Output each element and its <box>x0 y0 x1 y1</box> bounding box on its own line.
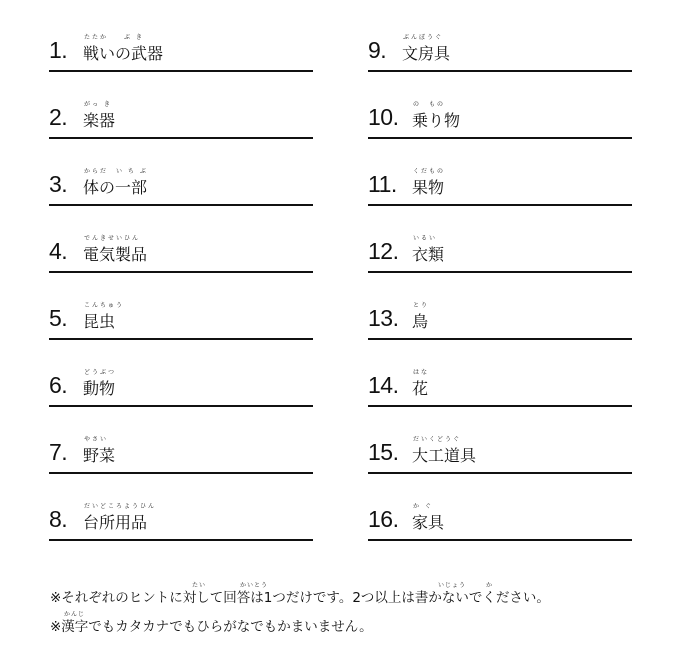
category-label: 戦いの武器 <box>83 44 164 63</box>
answer-line[interactable] <box>368 204 632 206</box>
category-label: 衣類 <box>412 245 445 264</box>
answer-line[interactable] <box>49 539 313 541</box>
answer-item <box>49 347 313 407</box>
item-furigana: どうぶつ <box>84 369 117 376</box>
item-number: 3. <box>49 171 68 197</box>
answer-line[interactable] <box>368 405 632 407</box>
answer-line[interactable] <box>49 70 313 72</box>
item-furigana: か ぐ <box>413 503 433 510</box>
note-furigana: か <box>486 582 494 589</box>
note-furigana: たい <box>192 582 207 589</box>
item-number: 8. <box>49 506 68 532</box>
answer-line[interactable] <box>49 137 313 139</box>
item-number: 1. <box>49 37 68 63</box>
item-number: 16. <box>368 506 399 532</box>
answer-item <box>49 12 313 72</box>
category-label: 文房具 <box>402 44 451 63</box>
answer-item <box>49 146 313 206</box>
category-label: 昆虫 <box>83 312 116 331</box>
category-label: 果物 <box>412 178 445 197</box>
answer-line[interactable] <box>49 338 313 340</box>
item-number: 15. <box>368 439 399 465</box>
answer-line[interactable] <box>368 539 632 541</box>
item-furigana: たたか ぶ き <box>84 34 144 41</box>
note-text: ※それぞれのヒントに対して回答は1つだけです。2つ以上は書かないでください。 <box>50 590 550 606</box>
item-number: 6. <box>49 372 68 398</box>
category-label: 動物 <box>83 379 116 398</box>
answer-line[interactable] <box>49 204 313 206</box>
answer-item <box>49 481 313 541</box>
category-label: 大工道具 <box>412 446 477 465</box>
item-furigana: はな <box>413 369 430 376</box>
instruction-note-1 <box>50 582 670 621</box>
answer-item <box>49 280 313 340</box>
item-number: 10. <box>368 104 399 130</box>
answer-item <box>49 213 313 273</box>
answer-line[interactable] <box>368 338 632 340</box>
category-label: 乗り物 <box>412 111 461 130</box>
category-label: 野菜 <box>83 446 116 465</box>
item-furigana: ぶんぼうぐ <box>403 34 444 41</box>
answer-line[interactable] <box>368 271 632 273</box>
item-furigana: からだ い ち ぶ <box>84 168 148 175</box>
answer-item <box>368 481 632 541</box>
item-furigana: とり <box>413 302 430 309</box>
item-number: 2. <box>49 104 68 130</box>
category-label: 体の一部 <box>83 178 148 197</box>
category-label: 楽器 <box>83 111 116 130</box>
answer-item <box>368 347 632 407</box>
instructions <box>50 582 670 650</box>
answer-line[interactable] <box>368 472 632 474</box>
item-furigana: だいどころようひん <box>84 503 157 510</box>
item-number: 7. <box>49 439 68 465</box>
item-furigana: だいくどうぐ <box>413 436 462 443</box>
item-furigana: がっ き <box>84 101 112 108</box>
item-number: 11. <box>368 171 397 197</box>
answer-item <box>49 79 313 139</box>
note-furigana: いじょう <box>438 582 467 589</box>
answer-line[interactable] <box>49 472 313 474</box>
answer-line[interactable] <box>368 70 632 72</box>
answer-item <box>368 414 632 474</box>
note-text: ※漢字でもカタカナでもひらがなでもかまいません。 <box>50 619 373 635</box>
item-number: 14. <box>368 372 399 398</box>
instruction-note-2 <box>50 611 670 650</box>
item-furigana: いるい <box>413 235 438 242</box>
item-number: 13. <box>368 305 399 331</box>
note-furigana: かんじ <box>64 611 86 618</box>
item-furigana: くだもの <box>413 168 446 175</box>
answer-line[interactable] <box>49 271 313 273</box>
answer-item <box>368 146 632 206</box>
item-furigana: の もの <box>413 101 446 108</box>
item-number: 12. <box>368 238 399 264</box>
item-furigana: こんちゅう <box>84 302 125 309</box>
answer-line[interactable] <box>49 405 313 407</box>
note-furigana: かいとう <box>240 582 269 589</box>
category-label: 家具 <box>412 513 445 532</box>
answer-line[interactable] <box>368 137 632 139</box>
item-furigana: やさい <box>84 436 109 443</box>
category-label: 電気製品 <box>83 245 148 264</box>
item-number: 4. <box>49 238 68 264</box>
item-number: 9. <box>368 37 387 63</box>
category-label: 鳥 <box>412 312 429 331</box>
item-number: 5. <box>49 305 68 331</box>
answer-item <box>368 213 632 273</box>
item-furigana: でんきせいひん <box>84 235 141 242</box>
category-label: 花 <box>412 379 429 398</box>
answer-item <box>368 280 632 340</box>
category-label: 台所用品 <box>83 513 148 532</box>
answer-item <box>368 12 632 72</box>
answer-item <box>368 79 632 139</box>
answer-item <box>49 414 313 474</box>
